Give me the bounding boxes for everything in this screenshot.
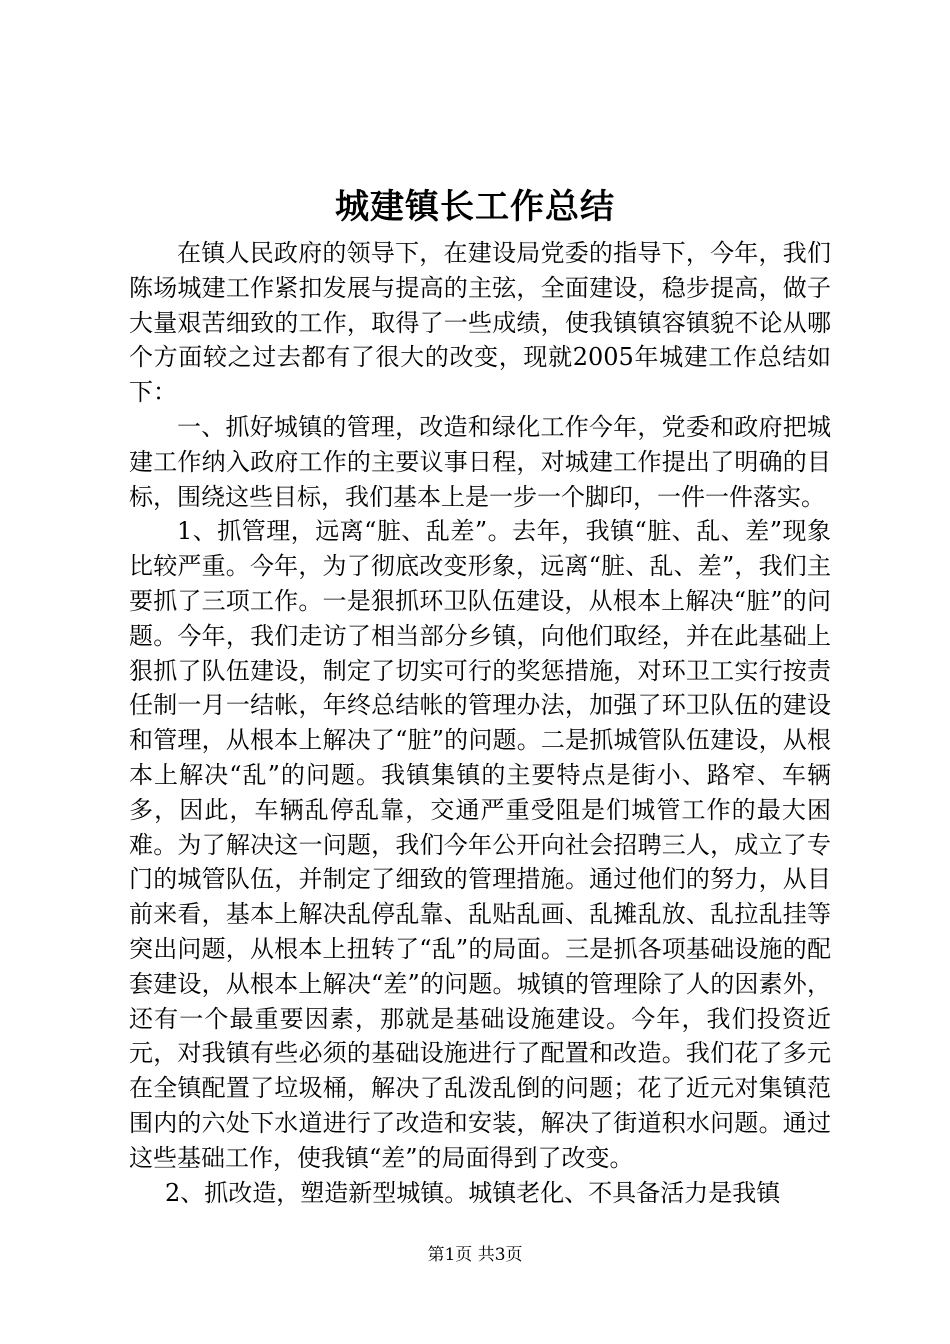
paragraph-item-two: 2、抓改造，塑造新型城镇。城镇老化、不具备活力是我镇 — [165, 1178, 781, 1207]
document-body — [129, 236, 831, 1210]
document-title: 城建镇长工作总结 — [335, 187, 615, 227]
paragraph-section-one: 一、抓好城镇的管理，改造和绿化工作今年，党委和政府把城建工作纳入政府工作的主要议事日程，对城建工作提出了明确的目标，围绕这些目标，我们基本上是一步一个脚印，一件一件落实。 — [129, 412, 831, 511]
paragraph-intro: 在镇人民政府的领导下，在建设局党委的指导下，今年，我们陈场城建工作紧扣发展与提高的主弦，全面建设，稳步提高，做子大量艰苦细致的工作，取得了一些成绩，使我镇镇容镇貌不论从哪个方面较之过去都有了很大的改变，现就2005年城建工作总结如下： — [129, 239, 831, 407]
paragraph-item-one: 1、抓管理，远离“脏、乱差”。去年，我镇“脏、乱、差”现象比较严重。今年，为了彻底改变形象，远离“脏、乱、差”，我们主要抓了三项工作。一是狠抓环卫队伍建设，从根本上解决“脏”的问题。今年，我们走访了相当部分乡镇，向他们取经，并在此基础上狠抓了队伍建设，制定了切实可行的奖惩措施，对环卫工实行按责任制一月一结帐，年终总结帐的管理办法，加强了环卫队伍的建设和管理，从根本上解决了“脏”的问题。二是抓城管队伍建设，从根本上解决“乱”的问题。我镇集镇的主要特点是街小、路窄、车辆多，因此，车辆乱停乱靠，交通严重受阻是们城管工作的最大困难。为了解决这一问题，我们今年公开向社会招聘三人，成立了专门的城管队伍，并制定了细致的管理措施。通过他们的努力，从目前来看，基本上解决乱停乱靠、乱贴乱画、乱摊乱放、乱拉乱挂等突出问题，从根本上扭转了“乱”的局面。三是抓各项基础设施的配套建设，从根本上解决“差”的问题。城镇的管理除了人的因素外，还有一个最重要因素，那就是基础设施建设。今年，我们投资近元，对我镇有些必须的基础设施进行了配置和改造。我们花了多元在全镇配置了垃圾桶，解决了乱泼乱倒的问题；花了近元对集镇范围内的六处下水道进行了改造和安装，解决了街道积水问题。通过这些基础工作，使我镇“差”的局面得到了改变。 — [129, 517, 831, 1172]
page-number-footer: 第1页 共3页 — [427, 1245, 523, 1265]
